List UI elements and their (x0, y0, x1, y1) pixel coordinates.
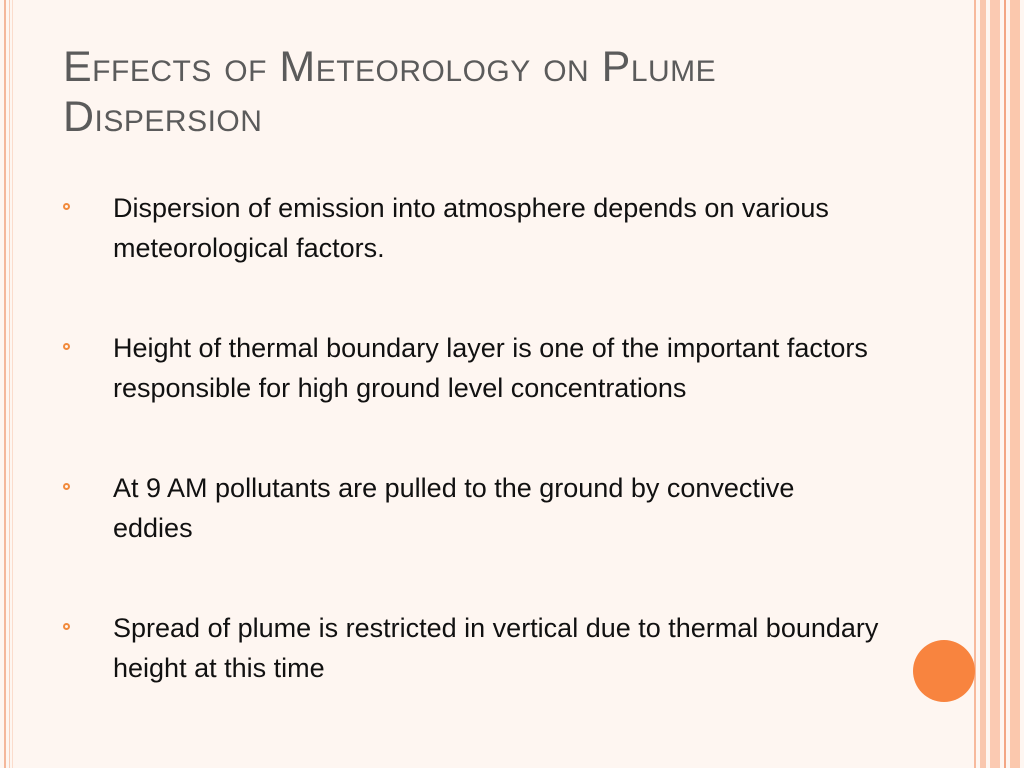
bullet-item (60, 608, 880, 688)
right-decorative-stripes (974, 0, 1024, 768)
bullet-item (60, 188, 880, 268)
bullet-text: At 9 AM pollutants are pulled to the ground by convective eddies (113, 473, 795, 543)
slide-title: Effects of Meteorology on Plume Dispersion (63, 43, 717, 141)
bullet-text: Dispersion of emission into atmosphere depends on various meteorological factors. (113, 193, 829, 263)
bullet-circle-icon (63, 203, 70, 210)
bullet-text: Height of thermal boundary layer is one of the important factors responsible for high ground level concentrations (113, 333, 868, 403)
left-border-line (9, 0, 10, 768)
bullet-list (60, 188, 880, 688)
bullet-circle-icon (63, 623, 70, 630)
bullet-circle-icon (63, 343, 70, 350)
stripe (1004, 0, 1006, 768)
bullet-circle-icon (63, 483, 70, 490)
bullet-text: Spread of plume is restricted in vertical due to thermal boundary height at this time (113, 613, 879, 683)
stripe (980, 0, 986, 768)
bullet-item (60, 328, 880, 408)
left-border-line (4, 0, 6, 768)
bullet-item (60, 468, 880, 548)
stripe (974, 0, 976, 768)
stripe (990, 0, 1000, 768)
stripe (1010, 0, 1020, 768)
decorative-circle-icon (913, 640, 975, 702)
left-border-line (12, 0, 13, 768)
